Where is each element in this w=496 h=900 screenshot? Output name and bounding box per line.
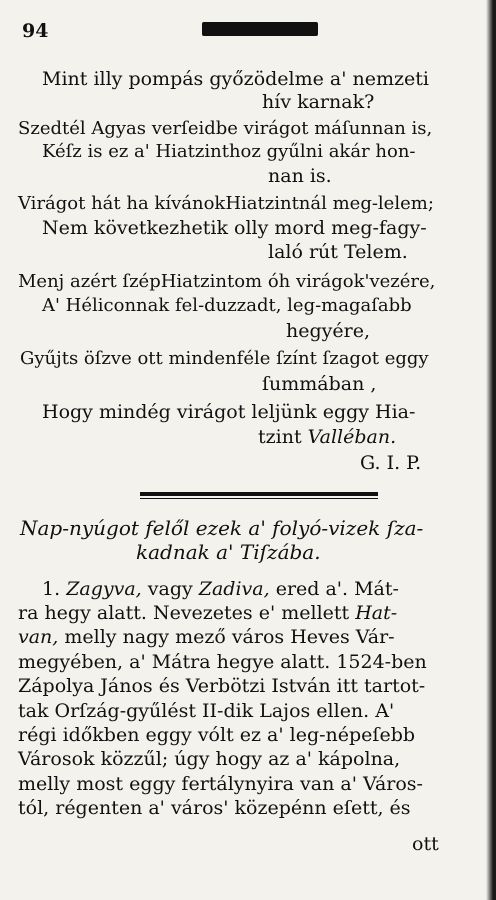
para-text: ra hegy alatt. Nevezetes e' mellett (18, 602, 350, 624)
para-line: Zápolya János és Verbötzi István itt tartot- (18, 675, 426, 697)
poem-line: Virágot hát ha kívánokHiatzintnál meg-lelem; (18, 193, 434, 214)
poem-line: Gyűjts öſzve ott mindenféle ſzínt ſzagot eggy (20, 348, 429, 369)
para-line: régi időkben eggy vólt ez a' leg-népeſebb (18, 724, 416, 746)
page-number: 94 (22, 20, 49, 42)
poem-line: Nem következhetik olly mord meg-fagy- (42, 217, 427, 239)
poem-line: nan is. (268, 165, 332, 187)
poem-line: Szedtél Agyas verſeidbe virágot máſunnan is, (18, 118, 433, 139)
para-line (18, 626, 395, 648)
para-line: megyében, a' Mátra hegye alatt. 1524-ben (18, 651, 427, 673)
poem-line: Menj azért ſzépHiatzintom óh virágok'vezére, (18, 271, 436, 292)
para-text: melly nagy mező város Heves Vár- (64, 626, 395, 648)
poem-line: A' Héliconnak fel-duzzadt, leg-magaſabb (42, 295, 412, 316)
entry-number: 1. (42, 578, 61, 600)
poem-line (258, 426, 396, 448)
poem-word-italic: Valléban. (307, 426, 397, 448)
town-name: Hat- (355, 602, 398, 624)
page-edge-shadow (486, 0, 496, 900)
river-name: Zadiva, (198, 578, 270, 600)
river-name: Zagyva, (66, 578, 142, 600)
poem-word: tzint (258, 426, 302, 448)
poem-line: laló rút Telem. (268, 241, 408, 263)
para-line: tól, régenten a' város' közepénn eſett, és (18, 797, 411, 819)
poem-signature: G. I. P. (360, 452, 422, 474)
para-line: melly most eggy fertálynyira van a' Város- (18, 773, 423, 795)
header-ornament-bar (202, 22, 318, 36)
para-line: tak Orſzág-gyűlést II-dik Lajos ellen. A' (18, 700, 395, 722)
poem-line: hív karnak? (262, 91, 375, 113)
poem-line: ſummában , (262, 373, 377, 395)
section-title-line: kadnak a' Tiſzába. (136, 540, 321, 564)
town-name: van, (18, 626, 59, 648)
poem-line: hegyére, (286, 320, 370, 342)
para-line (18, 602, 397, 624)
catchword: ott (412, 833, 439, 855)
poem-line: Kéſz is ez a' Hiatzinthoz gyűlni akár hon- (42, 141, 416, 162)
para-line (42, 578, 399, 600)
section-divider-thin (140, 498, 378, 499)
para-line: Városok közzűl; úgy hogy az a' kápolna, (18, 748, 401, 770)
section-title-line: Nap-nyúgot felől ezek a' folyó-vizek ſza- (20, 516, 424, 540)
poem-line: Mint illy pompás győzödelme a' nemzeti (42, 68, 429, 90)
section-divider (140, 492, 378, 496)
poem-line: Hogy mindég virágot leljünk eggy Hia- (42, 401, 416, 423)
para-text: ered a'. Mát- (275, 578, 399, 600)
para-text: vagy (147, 578, 193, 600)
